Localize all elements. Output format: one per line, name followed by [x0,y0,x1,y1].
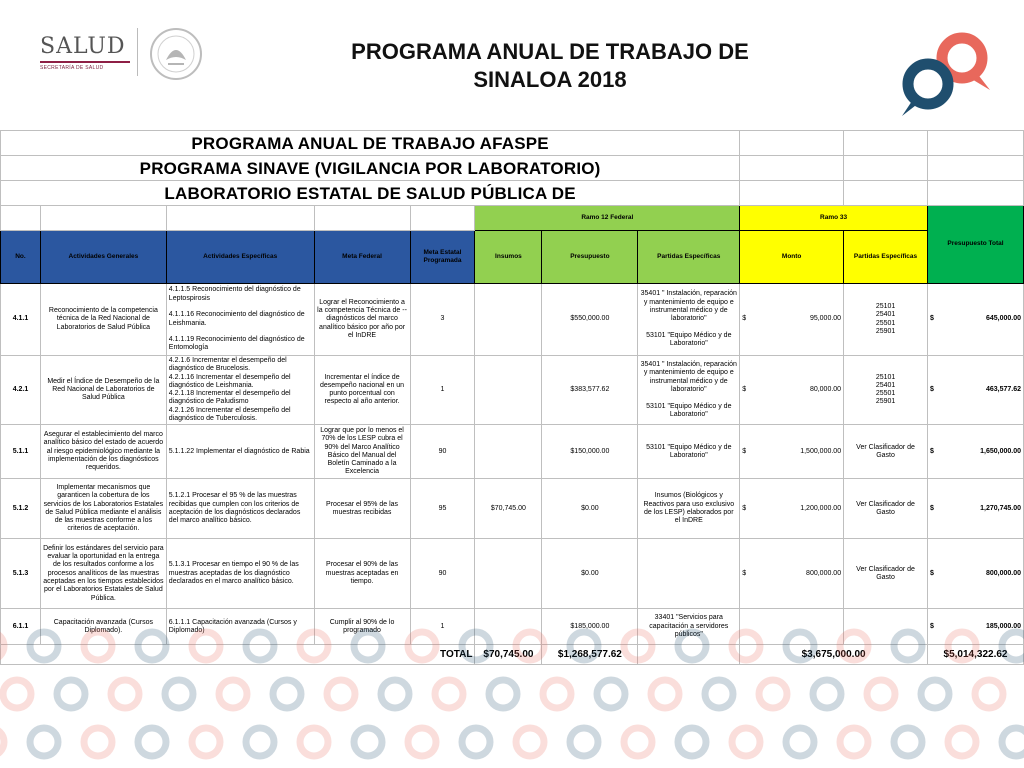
budget-sheet [0,130,1024,665]
row-actividades-generales: Asegurar el establecimiento del marco analítico básico del estado de acuerdo al riesgo epidemiológico mediante la implementación de los diagnósticos requeridos. [40,425,166,479]
row-monto-currency: $ [742,315,747,323]
table-row [1,425,1024,479]
sheet-title-3: LABORATORIO ESTATAL DE SALUD PÚBLICA DE [1,181,740,206]
row-insumos [475,425,542,479]
col-partidas-ramo12: Partidas Específicas [638,231,740,284]
sheet-title-2: PROGRAMA SINAVE (VIGILANCIA POR LABORATORIO) [1,156,740,181]
decorative-bubble-pattern [0,628,1024,768]
col-presupuesto: Presupuesto [542,231,638,284]
row-actividades-especificas: 4.1.1.5 Reconocimiento del diagnóstico de Leptospirosis 4.1.1.16 Reconocimiento del diagnóstico de Leishmania. 4.1.1.19 Reconocimiento del diagnóstico de Entomología [166,284,314,356]
pattern-bubble [273,680,301,708]
row-partidas-ramo12 [638,539,740,609]
pattern-bubble [3,680,31,708]
pattern-bubble [30,632,58,660]
row-no: 4.2.1 [1,356,41,425]
pattern-bubble [462,728,490,756]
row-no: 4.1.1 [1,284,41,356]
row-meta-federal: Incrementar el índice de desempeño nacional en un punto porcentual con respecto al año anterior. [314,356,410,425]
pattern-bubble [705,680,733,708]
salud-logo-word: SALUD [40,34,126,59]
table-row [1,356,1024,425]
pattern-bubble [894,728,922,756]
pattern-bubble [516,728,544,756]
row-total-currency: $ [930,447,934,455]
row-monto-value: 1,200,000.00 [800,504,842,512]
table-body [1,284,1024,645]
row-actividades-especificas: 5.1.2.1 Procesar el 95 % de las muestras recibidas que cumplen con los criterios de aceptación de los diagnósticos declarados del marco analítico básico. [166,479,314,539]
row-total-value: 1,650,000.00 [980,447,1021,455]
row-total-currency: $ [930,386,934,394]
page-title-line2: SINALOA 2018 [473,67,627,92]
row-total-value: 800,000.00 [985,569,1021,577]
row-total-currency: $ [930,569,934,577]
pattern-bubble [543,680,571,708]
speech-bubbles-logo-icon [896,28,996,120]
row-actividades-generales: Implementar mecanismos que garanticen la cobertura de los servicios de los Laboratorios Estatales de Salud Pública mediante el análisis de las muestras conforme a los criterios de aceptación. [40,479,166,539]
pattern-bubble [408,632,436,660]
row-monto-value: 1,500,000.00 [800,447,842,455]
pattern-bubble [462,632,490,660]
pattern-bubble [354,728,382,756]
pattern-bubble [354,632,382,660]
row-presupuesto: $383,577.62 [542,356,638,425]
pattern-bubble [948,632,976,660]
row-no: 5.1.3 [1,539,41,609]
pattern-bubble [219,680,247,708]
col-no: No. [1,231,41,284]
pattern-bubble [570,728,598,756]
pattern-bubble [624,632,652,660]
row-total [928,284,1024,356]
row-no: 5.1.1 [1,425,41,479]
row-actividades-especificas: 4.2.1.6 Incrementar el desempeño del diagnóstico de Brucelosis. 4.2.1.16 Incrementar el desempeño del diagnóstico de Leishmania. 4.2.1.18 Incrementar el desempeño del diagnóstico de Paludismo 4.2.1.26 Incrementar el desempeño del diagnóstico de Tuberculosis. [166,356,314,425]
table-row [1,539,1024,609]
budget-table [0,130,1024,665]
row-monto-currency: $ [742,569,747,577]
row-partidas-ramo12: Insumos (Biológicos y Reactivos para uso exclusivo de los LESP) elaborados por el InDRE [638,479,740,539]
row-monto-currency: $ [742,447,747,455]
col-insumos: Insumos [475,231,542,284]
pattern-bubble [732,728,760,756]
mexico-coat-of-arms-icon [148,26,204,82]
salud-logo [40,34,130,74]
total-presupuesto: $1,268,577.62 [542,645,638,665]
pattern-bubble [1002,632,1024,660]
pattern-bubble [786,632,814,660]
pattern-bubble [570,632,598,660]
row-actividades-generales: Definir los estándares del servicio para evaluar la oportunidad en la entrega de los resultados conforme a los procesos analíticos de las muestras aceptadas en los tiempos establecidos por el Laboratorios Estatales de Salud Pública. [40,539,166,609]
pattern-bubble [246,728,274,756]
row-actividades-especificas: 5.1.1.22 Implementar el diagnóstico de Rabia [166,425,314,479]
row-meta-estatal: 90 [410,539,475,609]
pattern-bubble [138,728,166,756]
row-monto-value: 95,000.00 [809,315,842,323]
row-total [928,356,1024,425]
pattern-bubble [786,728,814,756]
row-insumos [475,284,542,356]
pattern-bubble [489,680,517,708]
row-partidas-ramo12: 35401 " Instalación, reparación y mantenimiento de equipo e instrumental médico y de laboratorio" 53101 "Equipo Médico y de Laboratorio" [638,284,740,356]
row-actividades-especificas: 6.1.1.1 Capacitación avanzada (Cursos y Diplomado) [166,609,314,645]
row-insumos [475,539,542,609]
pattern-bubble [948,728,976,756]
pattern-bubble [840,632,868,660]
pattern-bubble [678,728,706,756]
row-partidas-ramo33: 25101 25401 25501 25901 [844,356,928,425]
table-row [1,479,1024,539]
total-label: TOTAL [1,645,475,665]
col-monto: Monto [740,231,844,284]
pattern-bubble [759,680,787,708]
pattern-bubble [597,680,625,708]
row-total-currency: $ [930,504,934,512]
row-actividades-generales: Reconocimiento de la competencia técnica de la Red Nacional de Laboratorios de Salud Pública [40,284,166,356]
row-partidas-ramo12: 53101 "Equipo Médico y de Laboratorio" [638,425,740,479]
pattern-bubble [921,680,949,708]
row-partidas-ramo33: Ver Clasificador de Gasto [844,479,928,539]
pattern-bubble [138,632,166,660]
row-total-currency: $ [930,622,934,630]
row-monto-currency: $ [742,504,747,512]
page-title-line1: PROGRAMA ANUAL DE TRABAJO DE [351,39,749,64]
row-total-value: 463,577.62 [985,386,1021,394]
row-total-value: 1,270,745.00 [980,504,1021,512]
row-meta-federal: Lograr el Reconocimiento a la competencia Técnica de -- diagnósticos del marco analítico básico por año por el InDRE [314,284,410,356]
header-divider [137,28,138,76]
pattern-bubble [435,680,463,708]
row-partidas-ramo33: 25101 25401 25501 25901 [844,284,928,356]
row-total [928,479,1024,539]
row-meta-federal: Procesar el 95% de las muestras recibidas [314,479,410,539]
pattern-bubble [30,728,58,756]
pattern-bubble [732,632,760,660]
row-presupuesto: $0.00 [542,539,638,609]
pattern-bubble [300,632,328,660]
row-meta-estatal: 1 [410,609,475,645]
row-insumos [475,356,542,425]
pattern-bubble [327,680,355,708]
row-no: 6.1.1 [1,609,41,645]
sheet-title-1: PROGRAMA ANUAL DE TRABAJO AFASPE [1,131,740,156]
total-monto: $3,675,000.00 [740,645,928,665]
row-monto [740,425,844,479]
row-monto [740,356,844,425]
col-meta-federal: Meta Federal [314,231,410,284]
row-total [928,425,1024,479]
row-total-value: 185,000.00 [985,622,1021,630]
row-no: 5.1.2 [1,479,41,539]
row-actividades-generales: Capacitación avanzada (Cursos Diplomado). [40,609,166,645]
row-actividades-especificas: 5.1.3.1 Procesar en tiempo el 90 % de las muestras aceptadas de los diagnóstico declarados en el marco analítico básico. [166,539,314,609]
row-monto [740,539,844,609]
total-presupuesto-total: $5,014,322.62 [928,645,1024,665]
row-monto-currency: $ [742,386,747,394]
row-meta-federal: Cumplir al 90% de lo programado [314,609,410,645]
pattern-bubble [0,728,4,756]
pattern-bubble [840,728,868,756]
row-partidas-ramo33: Ver Clasificador de Gasto [844,425,928,479]
pattern-bubble [381,680,409,708]
pattern-bubble [651,680,679,708]
total-insumos: $70,745.00 [475,645,542,665]
row-monto-value: 800,000.00 [806,569,842,577]
table-row [1,284,1024,356]
pattern-bubble [894,632,922,660]
row-insumos: $70,745.00 [475,479,542,539]
pattern-bubble [84,632,112,660]
pattern-bubble [0,632,4,660]
pattern-bubble [867,680,895,708]
row-monto [740,284,844,356]
pattern-bubble [165,680,193,708]
row-meta-estatal: 3 [410,284,475,356]
page-title [290,38,810,94]
pattern-bubble [192,632,220,660]
row-meta-federal: Procesar el 90% de las muestras aceptadas en tiempo. [314,539,410,609]
pattern-bubble [624,728,652,756]
row-total-value: 645,000.00 [985,315,1021,323]
pattern-bubble [57,680,85,708]
row-monto-value: 80,000.00 [809,386,842,394]
pattern-bubble [516,632,544,660]
row-actividades-generales: Medir el Índice de Desempeño de la Red Nacional de Laboratorios de Salud Pública [40,356,166,425]
row-meta-federal: Lograr que por lo menos el 70% de los LESP cubra el 90% del Marco Analítico Básico del Manual del Boletín Caminado a la Excelencia [314,425,410,479]
pattern-bubble [246,632,274,660]
row-presupuesto: $0.00 [542,479,638,539]
row-partidas-ramo12: 33401 "Servicios para capacitación a servidores públicos" [638,609,740,645]
pattern-bubble [975,680,1003,708]
row-meta-estatal: 1 [410,356,475,425]
row-monto [740,479,844,539]
pattern-bubble [813,680,841,708]
row-total [928,539,1024,609]
col-actividades-generales: Actividades Generales [40,231,166,284]
salud-logo-subtitle: SECRETARÍA DE SALUD [40,61,130,71]
col-presupuesto-total: Presupuesto Total [928,206,1024,284]
pattern-bubble [1002,728,1024,756]
row-partidas-ramo33: Ver Clasificador de Gasto [844,539,928,609]
row-meta-estatal: 95 [410,479,475,539]
row-total-currency: $ [930,315,934,323]
ramo33-group-header: Ramo 33 [740,206,928,231]
pattern-bubble [300,728,328,756]
pattern-bubble [408,728,436,756]
pattern-bubble [192,728,220,756]
row-meta-estatal: 90 [410,425,475,479]
pattern-bubble [111,680,139,708]
pattern-bubble [678,632,706,660]
ramo12-group-header: Ramo 12 Federal [475,206,740,231]
row-presupuesto: $150,000.00 [542,425,638,479]
col-partidas-ramo33: Partidas Específicas [844,231,928,284]
row-presupuesto: $550,000.00 [542,284,638,356]
pattern-bubble [84,728,112,756]
col-meta-estatal: Meta Estatal Programada [410,231,475,284]
row-partidas-ramo12: 35401 " Instalación, reparación y mantenimiento de equipo e instrumental médico y de laboratorio" 53101 "Equipo Médico y de Laboratorio" [638,356,740,425]
row-presupuesto: $185,000.00 [542,609,638,645]
col-actividades-especificas: Actividades Específicas [166,231,314,284]
